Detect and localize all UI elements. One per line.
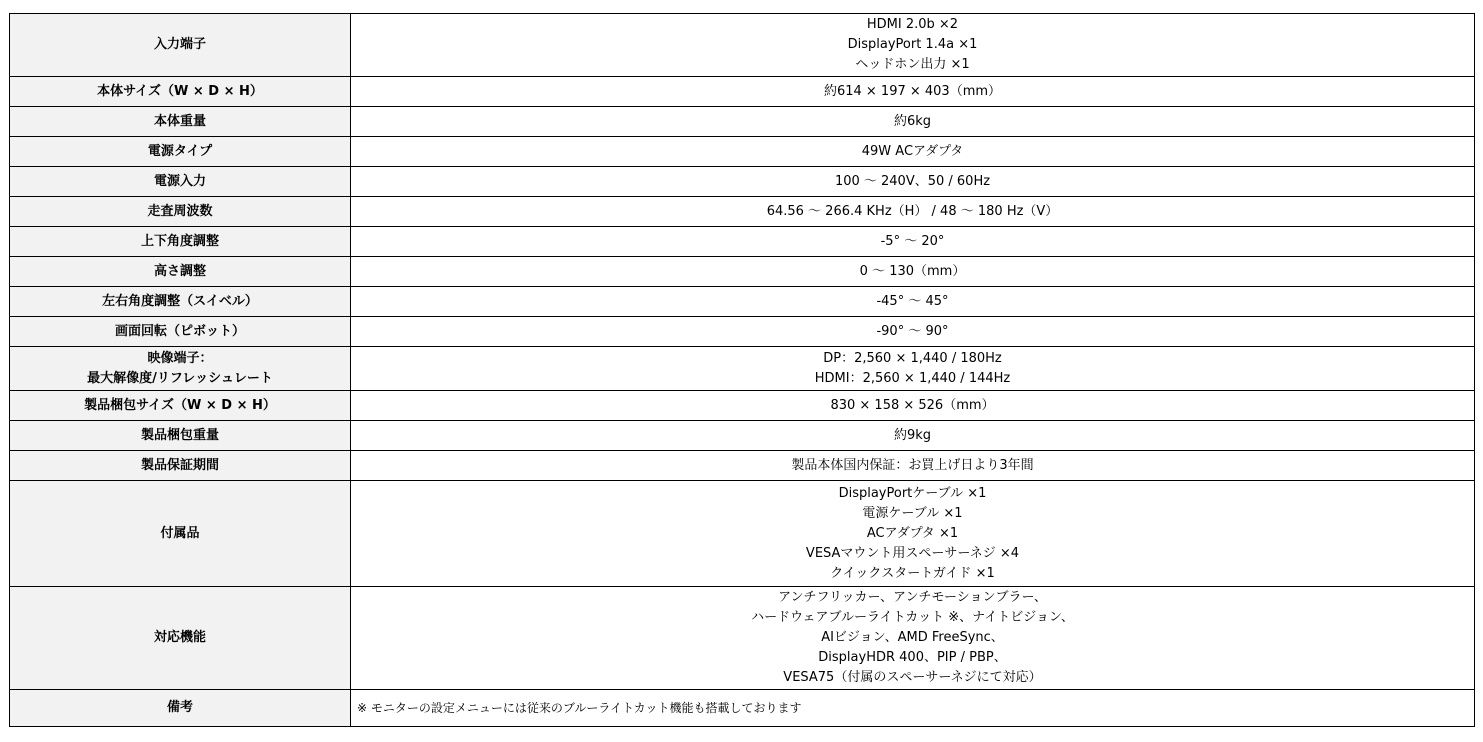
spec-value: -45° ～ 45° xyxy=(351,287,1475,317)
spec-row xyxy=(10,257,1475,287)
spec-label: 左右角度調整（スイベル） xyxy=(10,287,351,317)
spec-value: HDMI 2.0b ×2 DisplayPort 1.4a ×1 ヘッドホン出力 ×1 xyxy=(351,14,1475,77)
spec-label: 本体サイズ（W × D × H） xyxy=(10,77,351,107)
spec-label: 走査周波数 xyxy=(10,197,351,227)
spec-label: 製品保証期間 xyxy=(10,451,351,481)
spec-label: 備考 xyxy=(10,690,351,727)
spec-value: 約614 × 197 × 403（mm） xyxy=(351,77,1475,107)
spec-label: 本体重量 xyxy=(10,107,351,137)
spec-value: アンチフリッカー、アンチモーションブラー、 ハードウェアブルーライトカット ※、ナイトビジョン、 AIビジョン、AMD FreeSync、 DisplayHDR 400、PIP / PBP、 VESA75（付属のスペーサーネジにて対応） xyxy=(351,587,1475,690)
spec-row xyxy=(10,227,1475,257)
spec-row xyxy=(10,77,1475,107)
spec-label: 付属品 xyxy=(10,481,351,587)
spec-value: 約9kg xyxy=(351,421,1475,451)
spec-row xyxy=(10,451,1475,481)
spec-row xyxy=(10,167,1475,197)
spec-value: 830 × 158 × 526（mm） xyxy=(351,391,1475,421)
spec-value: DP：2,560 × 1,440 / 180Hz HDMI：2,560 × 1,440 / 144Hz xyxy=(351,347,1475,391)
spec-row xyxy=(10,391,1475,421)
spec-label: 製品梱包サイズ（W × D × H） xyxy=(10,391,351,421)
spec-value: 49W ACアダプタ xyxy=(351,137,1475,167)
spec-row xyxy=(10,481,1475,587)
spec-label: 電源タイプ xyxy=(10,137,351,167)
spec-row xyxy=(10,14,1475,77)
spec-value: 製品本体国内保証：お買上げ日より3年間 xyxy=(351,451,1475,481)
spec-value: 64.56 ～ 266.4 KHz（H） / 48 ～ 180 Hz（V） xyxy=(351,197,1475,227)
spec-row xyxy=(10,690,1475,727)
spec-row xyxy=(10,137,1475,167)
spec-label: 電源入力 xyxy=(10,167,351,197)
spec-value: 約6kg xyxy=(351,107,1475,137)
spec-label: 対応機能 xyxy=(10,587,351,690)
spec-label: 高さ調整 xyxy=(10,257,351,287)
spec-label: 上下角度調整 xyxy=(10,227,351,257)
spec-value: 0 ～ 130（mm） xyxy=(351,257,1475,287)
spec-row xyxy=(10,347,1475,391)
spec-value: 100 ～ 240V、50 / 60Hz xyxy=(351,167,1475,197)
spec-value: -90° ～ 90° xyxy=(351,317,1475,347)
spec-label: 映像端子： 最大解像度/リフレッシュレート xyxy=(10,347,351,391)
spec-value: DisplayPortケーブル ×1 電源ケーブル ×1 ACアダプタ ×1 VESAマウント用スペーサーネジ ×4 クイックスタートガイド ×1 xyxy=(351,481,1475,587)
spec-row xyxy=(10,287,1475,317)
spec-label: 画面回転（ピボット） xyxy=(10,317,351,347)
spec-row xyxy=(10,421,1475,451)
spec-value: -5° ～ 20° xyxy=(351,227,1475,257)
spec-table-body xyxy=(10,14,1475,727)
spec-table xyxy=(9,13,1475,727)
spec-row xyxy=(10,107,1475,137)
spec-label: 入力端子 xyxy=(10,14,351,77)
spec-row xyxy=(10,587,1475,690)
spec-row xyxy=(10,197,1475,227)
spec-row xyxy=(10,317,1475,347)
spec-label: 製品梱包重量 xyxy=(10,421,351,451)
spec-value: ※ モニターの設定メニューには従来のブルーライトカット機能も搭載しております xyxy=(351,690,1475,727)
